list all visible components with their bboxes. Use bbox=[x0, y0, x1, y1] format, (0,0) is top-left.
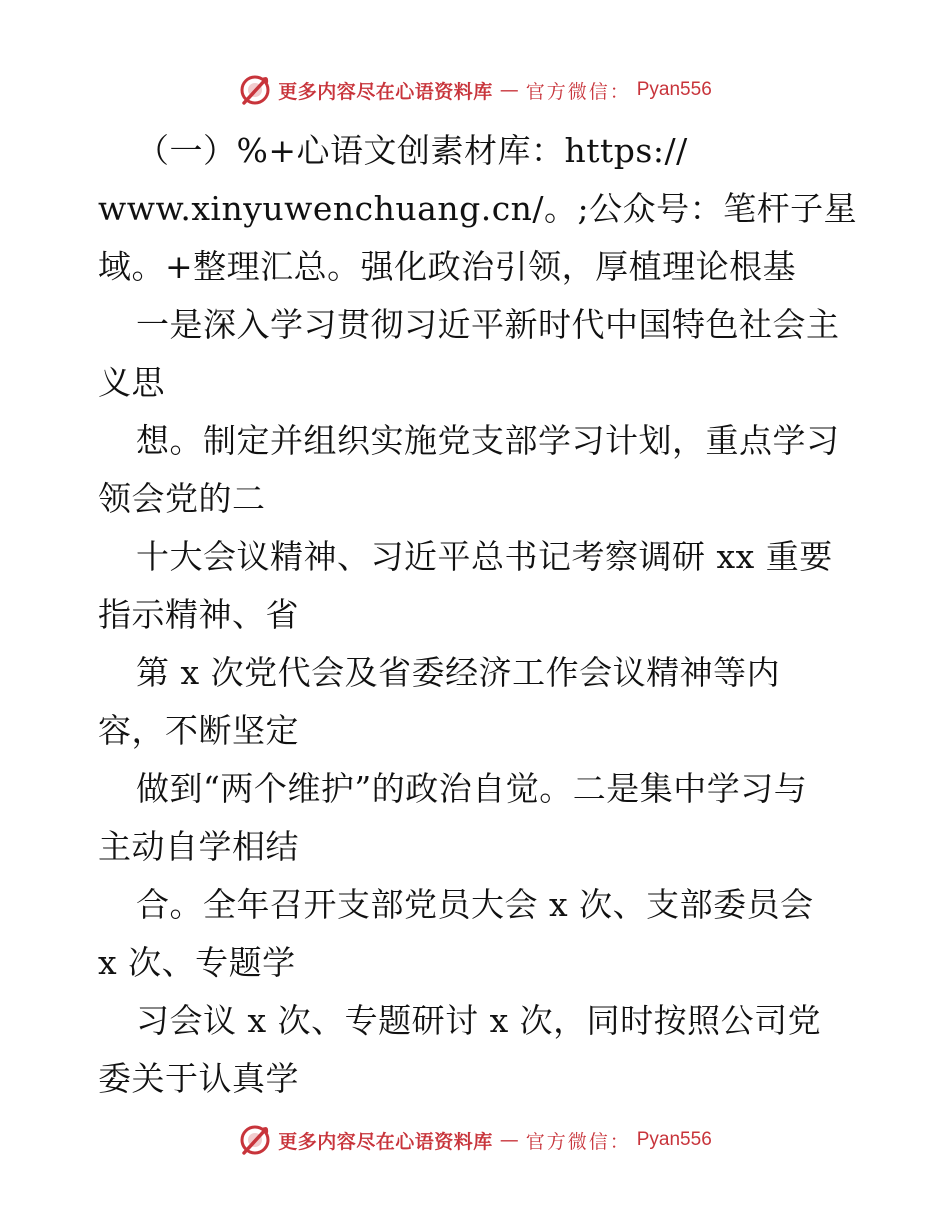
text-line: 第 x 次党代会及省委经济工作会议精神等内 bbox=[136, 653, 781, 692]
text-line: 做到“两个维护”的政治自觉。二是集中学习与 bbox=[136, 769, 808, 808]
banner-wechat-id: Pyan556 bbox=[636, 79, 712, 100]
quill-seal-icon bbox=[238, 73, 272, 107]
text-line: 习会议 x 次、专题研讨 x 次，同时按照公司党 bbox=[136, 1001, 822, 1040]
quill-seal-icon bbox=[238, 1123, 272, 1157]
text-line: 十大会议精神、习近平总书记考察调研 xx 重要 bbox=[136, 537, 833, 576]
banner-contact-label: 官方微信： bbox=[525, 80, 631, 103]
text-line: 主动自学相结 bbox=[98, 827, 299, 866]
text-line: 领会党的二 bbox=[98, 479, 266, 518]
text-line: 指示精神、省 bbox=[98, 595, 299, 634]
text-line: 容，不断坚定 bbox=[98, 711, 299, 750]
text-line: 域。+整理汇总。强化政治引领，厚植理论根基 bbox=[98, 247, 797, 286]
text-line: （一）%+心语文创素材库：https:// bbox=[136, 131, 688, 170]
header-banner bbox=[0, 68, 950, 112]
document-body bbox=[98, 122, 858, 1108]
banner-wechat-id: Pyan556 bbox=[636, 1129, 712, 1150]
text-line: 委关于认真学 bbox=[98, 1059, 299, 1098]
banner-contact-label: 官方微信： bbox=[525, 1130, 631, 1153]
text-line: x 次、专题学 bbox=[98, 943, 296, 982]
text-line: 合。全年召开支部党员大会 x 次、支部委员会 bbox=[136, 885, 814, 924]
banner-brand-text: 更多内容尽在心语资料库 bbox=[278, 80, 493, 103]
banner-brand-text: 更多内容尽在心语资料库 bbox=[278, 1130, 493, 1153]
text-line: 一是深入学习贯彻习近平新时代中国特色社会主 bbox=[136, 305, 840, 344]
banner-dash: — bbox=[499, 1129, 519, 1151]
footer-banner bbox=[0, 1118, 950, 1162]
text-line: 义思 bbox=[98, 363, 165, 402]
banner-dash: — bbox=[499, 79, 519, 101]
text-line: www.xinyuwenchuang.cn/。;公众号：笔杆子星 bbox=[98, 189, 858, 228]
text-line: 想。制定并组织实施党支部学习计划，重点学习 bbox=[136, 421, 840, 460]
